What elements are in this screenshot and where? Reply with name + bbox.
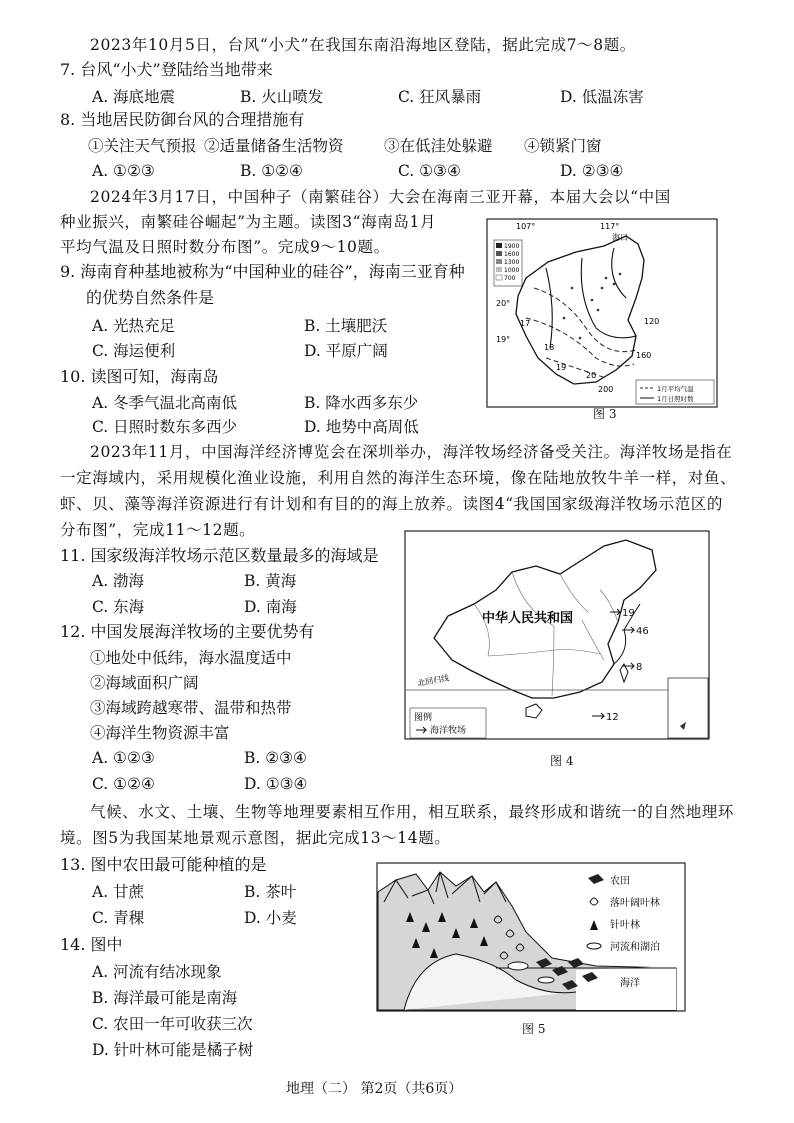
- q9-option-b[interactable]: B. 土壤肥沃: [304, 317, 388, 335]
- passage-seed-line2: 种业振兴，南繁硅谷崛起”为主题。读图3“海南岛1月: [60, 213, 437, 231]
- fig4-count-yellow: 46: [636, 626, 649, 637]
- fig3-lon-label: 107°: [516, 222, 536, 231]
- q12-option-a[interactable]: A. ①②③: [92, 749, 155, 767]
- q8-option-b[interactable]: B. ①②④: [240, 162, 303, 180]
- fig3-iso-label: 18: [544, 343, 555, 352]
- q9-option-d[interactable]: D. 平原广阔: [304, 342, 388, 360]
- q12-item-3: ③海域跨越寒带、温带和热带: [90, 699, 292, 717]
- q11-option-a[interactable]: A. 渤海: [92, 572, 145, 590]
- fig3-legend-sun: 1月日照时数: [657, 395, 694, 403]
- q8-item-3: ③在低洼处躲避: [384, 137, 493, 155]
- q8-item-4: ④锁紧门窗: [524, 137, 602, 155]
- passage-marine-line1: 2023年11月，中国海洋经济博览会在深圳举办，海洋牧场经济备受关注。海洋牧场是指在: [90, 443, 733, 461]
- fig5-sea-label: 海洋: [620, 978, 640, 989]
- fig3-lat-label: 20°: [496, 299, 511, 308]
- fig5-legend-conifer: 针叶林: [610, 920, 640, 931]
- q8-item-1: ①关注天气预报: [88, 137, 197, 155]
- fig3-iso-label: 160: [636, 351, 652, 360]
- fig3-legend-value: 1300: [504, 259, 520, 266]
- q8-option-a[interactable]: A. ①②③: [92, 162, 155, 180]
- q8-item-2: ②适量储备生活物资: [204, 137, 344, 155]
- figure-3-caption: 图 3: [593, 407, 617, 421]
- q11-option-b[interactable]: B. 黄海: [244, 572, 297, 590]
- passage-marine-line2: 一定海域内，采用规模化渔业设施，利用自然的海洋生态环境，像在陆地放牧牛羊一样，对鱼、: [60, 469, 737, 487]
- q10-option-b[interactable]: B. 降水西多东少: [304, 394, 419, 412]
- fig4-tropic-label: 北回归线: [416, 673, 450, 688]
- fig3-iso-label: 20: [586, 371, 597, 380]
- question-11-stem: 11. 国家级海洋牧场示范区数量最多的海域是: [60, 546, 379, 565]
- question-7-stem: 7. 台风“小犬”登陆给当地带来: [60, 60, 273, 79]
- fig3-legend-value: 1000: [504, 267, 520, 274]
- q13-option-b[interactable]: B. 茶叶: [244, 883, 297, 901]
- question-9-stem: 9. 海南育种基地被称为“中国种业的硅谷”，海南三亚育种: [60, 262, 465, 281]
- passage-env-line2: 境。图5为我国某地景观示意图，据此完成13～14题。: [60, 829, 451, 847]
- fig3-iso-label: 19: [556, 363, 567, 372]
- fig5-legend-river: 河流和湖泊: [610, 942, 660, 953]
- q14-option-a[interactable]: A. 河流有结冰现象: [92, 963, 222, 981]
- q9-option-a[interactable]: A. 光热充足: [92, 317, 176, 335]
- passage-marine-line3: 虾、贝、藻等海洋资源进行有计划和有目的的海上放养。读图4“我国国家级海洋牧场示范区的: [60, 495, 723, 513]
- q12-item-1: ①地处中低纬，海水温度适中: [90, 649, 292, 667]
- passage-seed-line3: 平均气温及日照时数分布图”。完成9～10题。: [60, 238, 390, 256]
- fig3-iso-label: 120: [644, 317, 660, 326]
- question-8-stem: 8. 当地居民防御台风的合理措施有: [60, 110, 305, 129]
- fig4-count-east: 8: [636, 662, 643, 673]
- q12-item-4: ④海洋生物资源丰富: [90, 724, 230, 742]
- q7-option-c[interactable]: C. 狂风暴雨: [398, 88, 482, 106]
- passage-typhoon: 2023年10月5日，台风“小犬”在我国东南沿海地区登陆，据此完成7～8题。: [90, 36, 636, 54]
- fig3-lon-label: 117°: [600, 222, 620, 231]
- q10-option-d[interactable]: D. 地势中高周低: [304, 418, 419, 436]
- question-14-stem: 14. 图中: [60, 935, 123, 954]
- q8-option-d[interactable]: D. ②③④: [560, 162, 624, 180]
- q12-option-b[interactable]: B. ②③④: [244, 749, 307, 767]
- fig3-legend-temp: 1月平均气温: [657, 385, 694, 393]
- fig3-legend-value: 1900: [504, 243, 520, 250]
- fig3-legend-value: 1600: [504, 251, 520, 258]
- q7-option-d[interactable]: D. 低温冻害: [560, 88, 644, 106]
- q10-option-a[interactable]: A. 冬季气温北高南低: [92, 394, 238, 412]
- question-12-stem: 12. 中国发展海洋牧场的主要优势有: [60, 622, 315, 641]
- question-10-stem: 10. 读图可知，海南岛: [60, 367, 219, 386]
- fig5-legend-broadleaf: 落叶阔叶林: [610, 898, 660, 909]
- q11-option-c[interactable]: C. 东海: [92, 598, 145, 616]
- passage-seed-line1: 2024年3月17日，中国种子（南繁硅谷）大会在海南三亚开幕，本届大会以“中国: [90, 188, 671, 206]
- fig4-count-bohai: 19: [622, 608, 635, 619]
- q11-option-d[interactable]: D. 南海: [244, 598, 297, 616]
- q14-option-c[interactable]: C. 农田一年可收获三次: [92, 1015, 253, 1033]
- q8-option-c[interactable]: C. ①③④: [398, 162, 461, 180]
- fig4-country-label: 中华人民共和国: [482, 611, 574, 626]
- q12-option-d[interactable]: D. ①③④: [244, 775, 308, 793]
- figure-4-caption: 图 4: [550, 754, 574, 768]
- figure-3-hainan-map: [486, 218, 718, 408]
- page-footer: 地理（二） 第2页（共6页）: [286, 1081, 463, 1097]
- fig3-legend-value: 700: [504, 275, 516, 282]
- fig3-iso-label: 17: [520, 319, 531, 328]
- q13-option-c[interactable]: C. 青稞: [92, 909, 145, 927]
- passage-marine-line4: 分布图”，完成11～12题。: [60, 521, 256, 539]
- question-13-stem: 13. 图中农田最可能种植的是: [60, 855, 267, 874]
- q12-item-2: ②海域面积广阔: [90, 674, 199, 692]
- q13-option-d[interactable]: D. 小麦: [244, 909, 297, 927]
- fig3-place-haikou: 海口: [612, 233, 628, 242]
- q14-option-b[interactable]: B. 海洋最可能是南海: [92, 989, 238, 1007]
- fig4-legend-label: 海洋牧场: [430, 726, 467, 736]
- fig4-count-south: 12: [606, 712, 619, 723]
- q10-option-c[interactable]: C. 日照时数东多西少: [92, 418, 238, 436]
- fig3-iso-label: 200: [598, 385, 614, 394]
- figure-5-landscape: [376, 862, 686, 1012]
- fig3-lat-label: 19°: [496, 335, 511, 344]
- fig4-legend-title: 图例: [414, 713, 433, 723]
- q12-option-c[interactable]: C. ①②④: [92, 775, 155, 793]
- q7-option-a[interactable]: A. 海底地震: [92, 88, 176, 106]
- q13-option-a[interactable]: A. 甘蔗: [92, 883, 145, 901]
- question-9-stem-cont: 的优势自然条件是: [86, 288, 215, 307]
- passage-env-line1: 气候、水文、土壤、生物等地理要素相互作用，相互联系，最终形成和谐统一的自然地理环: [90, 803, 735, 821]
- q9-option-c[interactable]: C. 海运便利: [92, 342, 176, 360]
- q7-option-b[interactable]: B. 火山喷发: [240, 88, 324, 106]
- fig5-legend-farmland: 农田: [610, 876, 630, 887]
- q14-option-d[interactable]: D. 针叶林可能是橘子树: [92, 1041, 254, 1059]
- figure-4-china-map: [404, 530, 710, 740]
- figure-5-caption: 图 5: [522, 1022, 546, 1036]
